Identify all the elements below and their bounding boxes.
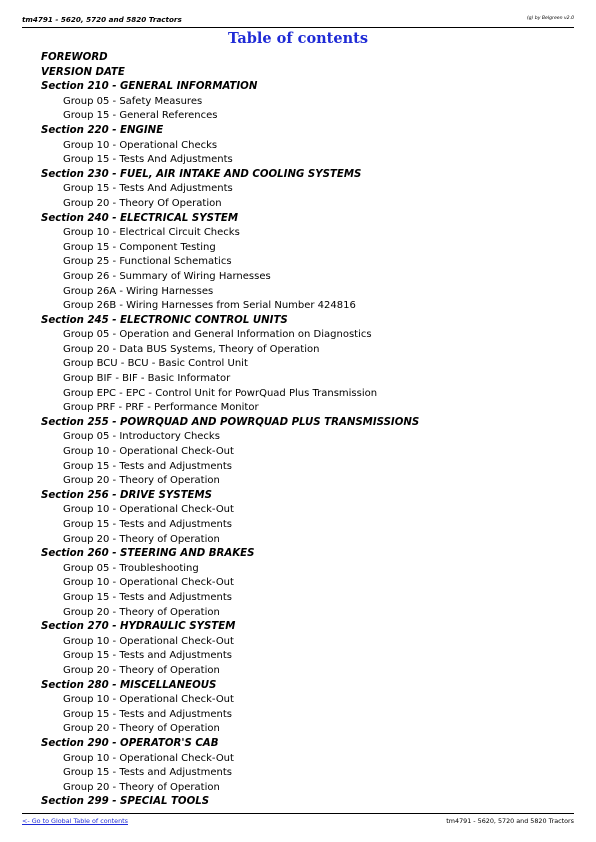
toc-group-entry[interactable]: Group 10 - Operational Check-Out: [63, 635, 234, 647]
toc-group-entry[interactable]: Group 10 - Operational Checks: [63, 139, 218, 151]
toc-section-entry[interactable]: Section 260 - STEERING AND BRAKES: [41, 548, 255, 560]
toc-section-entry[interactable]: Section 220 - ENGINE: [41, 124, 164, 136]
toc-group-entry[interactable]: Group 10 - Operational Check-Out: [63, 694, 234, 706]
toc-group-entry[interactable]: Group 20 - Theory of Operation: [63, 781, 220, 793]
toc-group-entry[interactable]: Group 26B - Wiring Harnesses from Serial Number 424816: [63, 300, 356, 312]
toc-group-entry[interactable]: Group 20 - Theory of Operation: [63, 533, 220, 545]
toc-group-entry[interactable]: Group 15 - Tests and Adjustments: [63, 650, 233, 662]
toc-section-entry[interactable]: Section 290 - OPERATOR'S CAB: [41, 737, 219, 749]
toc-group-entry[interactable]: Group 26A - Wiring Harnesses: [63, 285, 214, 297]
toc-group-entry[interactable]: Group 25 - Functional Schematics: [63, 256, 232, 268]
toc-group-entry[interactable]: Group 15 - Component Testing: [63, 241, 216, 253]
toc-group-entry[interactable]: Group 15 - Tests and Adjustments: [63, 519, 233, 530]
toc-section-entry[interactable]: FOREWORD: [41, 52, 108, 63]
toc-section-entry[interactable]: Section 230 - FUEL, AIR INTAKE AND COOLING SYSTEMS: [41, 168, 362, 180]
toc-section-entry[interactable]: Section 210 - GENERAL INFORMATION: [41, 81, 258, 93]
toc-section-entry[interactable]: Section 245 - ELECTRONIC CONTROL UNITS: [41, 314, 288, 326]
header-document-title: tm4791 - 5620, 5720 and 5820 Tractors: [22, 15, 182, 24]
header-credit: (g) by Belgreen v2.0: [526, 16, 574, 21]
toc-group-entry[interactable]: Group 15 - Tests and Adjustments: [63, 767, 233, 779]
toc-group-entry[interactable]: Group 20 - Theory of Operation: [63, 475, 220, 487]
toc-group-entry[interactable]: Group 20 - Theory Of Operation: [63, 197, 222, 209]
toc-group-entry[interactable]: Group 10 - Operational Check-Out: [63, 752, 234, 764]
toc-section-entry[interactable]: Section 280 - MISCELLANEOUS: [41, 679, 217, 691]
toc-section-entry[interactable]: Section 270 - HYDRAULIC SYSTEM: [41, 621, 236, 633]
toc-group-entry[interactable]: Group PRF - PRF - Performance Monitor: [63, 402, 259, 414]
toc-group-entry[interactable]: Group 20 - Theory of Operation: [63, 606, 220, 618]
toc-group-entry[interactable]: Group 10 - Operational Check-Out: [63, 504, 234, 516]
toc-group-entry[interactable]: Group 20 - Data BUS Systems, Theory of Operation: [63, 343, 320, 355]
toc-group-entry[interactable]: Group 15 - Tests And Adjustments: [63, 183, 233, 195]
page-header: [22, 13, 574, 28]
toc-group-entry[interactable]: Group 15 - Tests and Adjustments: [63, 591, 233, 603]
toc-group-entry[interactable]: Group 05 - Troubleshooting: [63, 562, 199, 574]
toc-section-entry[interactable]: VERSION DATE: [41, 66, 125, 78]
toc-group-entry[interactable]: Group 05 - Operation and General Information on Diagnostics: [63, 329, 372, 341]
toc-group-entry[interactable]: Group 15 - Tests and Adjustments: [63, 708, 233, 720]
toc-group-entry[interactable]: Group 10 - Operational Check-Out: [63, 446, 234, 458]
global-toc-link[interactable]: <- Go to Global Table of contents: [22, 817, 128, 825]
toc-group-entry[interactable]: Group 20 - Theory of Operation: [63, 723, 220, 735]
page-footer: [22, 813, 574, 825]
toc-group-entry[interactable]: Group 15 - Tests and Adjustments: [63, 460, 233, 472]
toc-section-entry[interactable]: Section 240 - ELECTRICAL SYSTEM: [41, 212, 238, 224]
toc-group-entry[interactable]: Group 10 - Operational Check-Out: [63, 577, 234, 589]
toc-group-entry[interactable]: Group 15 - Tests And Adjustments: [63, 154, 233, 166]
toc-group-entry[interactable]: Group 10 - Electrical Circuit Checks: [63, 227, 240, 239]
toc-list: [41, 51, 561, 810]
toc-group-entry[interactable]: Group 26 - Summary of Wiring Harnesses: [63, 270, 271, 282]
toc-group-entry[interactable]: Group BCU - BCU - Basic Control Unit: [63, 358, 248, 370]
toc-group-entry[interactable]: Group 20 - Theory of Operation: [63, 664, 220, 676]
toc-section-entry[interactable]: Section 256 - DRIVE SYSTEMS: [41, 489, 212, 501]
toc-group-entry[interactable]: Group BIF - BIF - Basic Informator: [63, 373, 231, 385]
footer-document-title: tm4791 - 5620, 5720 and 5820 Tractors: [446, 817, 574, 825]
toc-section-entry[interactable]: Section 255 - POWRQUAD AND POWRQUAD PLUS TRANSMISSIONS: [41, 416, 420, 428]
toc-group-entry[interactable]: Group EPC - EPC - Control Unit for PowrQuad Plus Transmission: [63, 387, 378, 399]
toc-group-entry[interactable]: Group 05 - Safety Measures: [63, 95, 203, 107]
toc-group-entry[interactable]: Group 05 - Introductory Checks: [63, 431, 220, 443]
toc-title: Table of contents: [227, 30, 369, 47]
toc-group-entry[interactable]: Group 15 - General References: [63, 110, 218, 122]
toc-section-entry[interactable]: Section 299 - SPECIAL TOOLS: [41, 796, 210, 808]
